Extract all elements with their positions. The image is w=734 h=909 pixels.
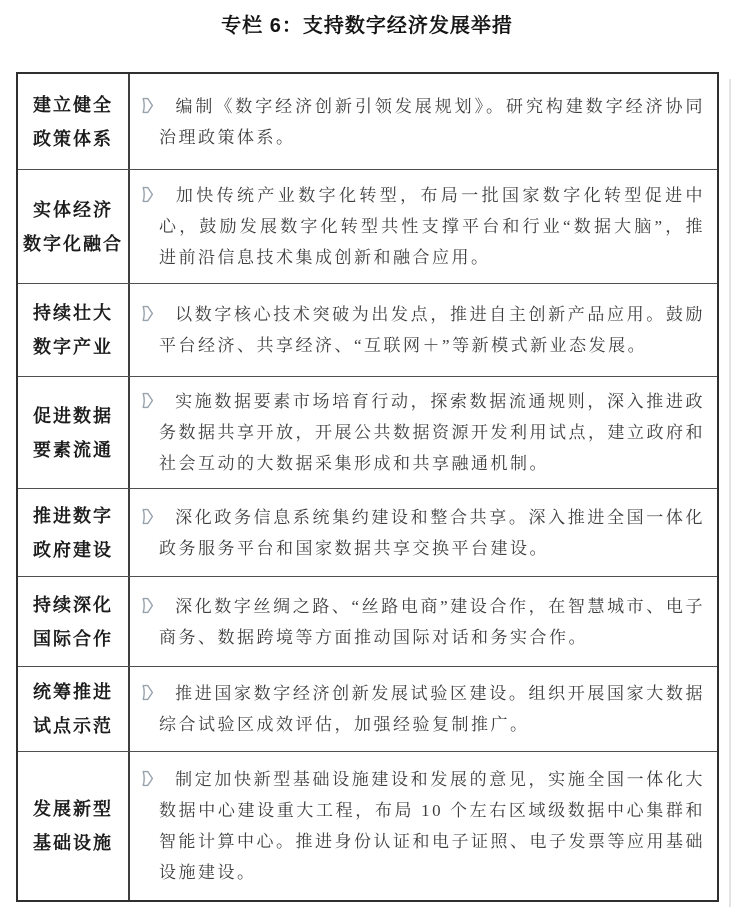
row-header-line: 促进数据 — [33, 405, 113, 426]
row-header — [18, 667, 130, 751]
row-header-line: 要素流通 — [33, 439, 113, 460]
hollow-right-arrow-icon — [140, 597, 154, 614]
measure-paragraph — [130, 91, 705, 153]
row-header-line: 基础设施 — [33, 833, 113, 853]
hollow-right-arrow-icon — [140, 305, 154, 322]
hollow-right-arrow-icon — [140, 186, 154, 203]
table-row — [18, 488, 717, 576]
row-header-line: 持续壮大 — [33, 303, 113, 323]
row-header — [18, 284, 130, 376]
box-title: 专栏 6：支持数字经济发展举措 — [221, 15, 513, 37]
row-content — [130, 74, 717, 169]
measures-table — [16, 72, 719, 902]
row-header-line: 实体经济 — [33, 199, 113, 220]
row-header — [18, 752, 130, 900]
hollow-right-arrow-icon — [140, 97, 154, 114]
measure-text: 深化数字丝绸之路、“丝路电商”建设合作，在智慧城市、电子商务、数据跨境等方面推动国际对话和务实合作。 — [159, 596, 705, 647]
table-row — [18, 666, 717, 751]
measure-paragraph — [130, 678, 705, 740]
row-header — [18, 74, 130, 169]
table-row — [18, 376, 717, 488]
table-row — [18, 169, 717, 283]
table-row — [18, 576, 717, 666]
row-header-line: 数字产业 — [33, 337, 113, 357]
row-header-line: 统筹推进 — [33, 682, 113, 702]
row-header-line: 政府建设 — [33, 539, 113, 560]
hollow-right-arrow-icon — [140, 684, 154, 701]
row-header-line: 发展新型 — [33, 799, 113, 819]
row-header-line: 持续深化 — [33, 594, 113, 615]
row-content — [130, 577, 717, 666]
measure-text: 实施数据要素市场培育行动，探索数据流通规则，深入推进政务数据共享开放，开展公共数据资源开发利用试点，建立政府和社会互动的大数据采集形成和共享融通机制。 — [159, 392, 705, 473]
measure-paragraph — [130, 591, 705, 653]
measure-paragraph — [130, 764, 705, 888]
measure-paragraph — [130, 386, 705, 479]
row-content — [130, 170, 717, 283]
measure-text: 深化政务信息系统集约建设和整合共享。深入推进全国一体化政务服务平台和国家数据共享交换平台建设。 — [159, 507, 705, 558]
row-header-line: 试点示范 — [33, 716, 113, 736]
hollow-right-arrow-icon — [140, 508, 154, 525]
row-header-line: 建立健全 — [33, 94, 113, 115]
measure-paragraph — [130, 299, 705, 361]
measure-text: 推进国家数字经济创新发展试验区建设。组织开展国家大数据综合试验区成效评估，加强经验复制推广。 — [159, 684, 705, 734]
table-row — [18, 74, 717, 169]
row-content — [130, 752, 717, 900]
row-header-line: 国际合作 — [33, 628, 113, 649]
measure-text: 以数字核心技术突破为出发点，推进自主创新产品应用。鼓励平台经济、共享经济、“互联网＋”等新模式新业态发展。 — [159, 305, 705, 355]
row-header — [18, 489, 130, 576]
measure-paragraph — [130, 180, 705, 273]
row-content — [130, 489, 717, 576]
row-header — [18, 377, 130, 488]
page-edge-line — [729, 79, 731, 907]
measure-paragraph — [130, 502, 705, 564]
row-header-line: 推进数字 — [33, 505, 113, 526]
row-header — [18, 577, 130, 666]
measure-text: 编制《数字经济创新引领发展规划》。研究构建数字经济协同治理政策体系。 — [159, 96, 705, 147]
measure-text: 加快传统产业数字化转型，布局一批国家数字化转型促进中心，鼓励发展数字化转型共性支撑平台和行业“数据大脑”，推进前沿信息技术集成创新和融合应用。 — [159, 186, 705, 267]
table-row — [18, 751, 717, 900]
row-content — [130, 667, 717, 751]
row-header — [18, 170, 130, 283]
row-header-line: 数字化融合 — [23, 233, 123, 254]
row-header-line: 政策体系 — [33, 128, 113, 149]
hollow-right-arrow-icon — [140, 392, 154, 409]
row-content — [130, 284, 717, 376]
hollow-right-arrow-icon — [140, 770, 154, 787]
measure-text: 制定加快新型基础设施建设和发展的意见，实施全国一体化大数据中心建设重大工程，布局 10 个左右区域级数据中心集群和智能计算中心。推进身份认证和电子证照、电子发票等应用基础设施建设。 — [159, 770, 705, 882]
row-content — [130, 377, 717, 488]
table-row — [18, 283, 717, 376]
